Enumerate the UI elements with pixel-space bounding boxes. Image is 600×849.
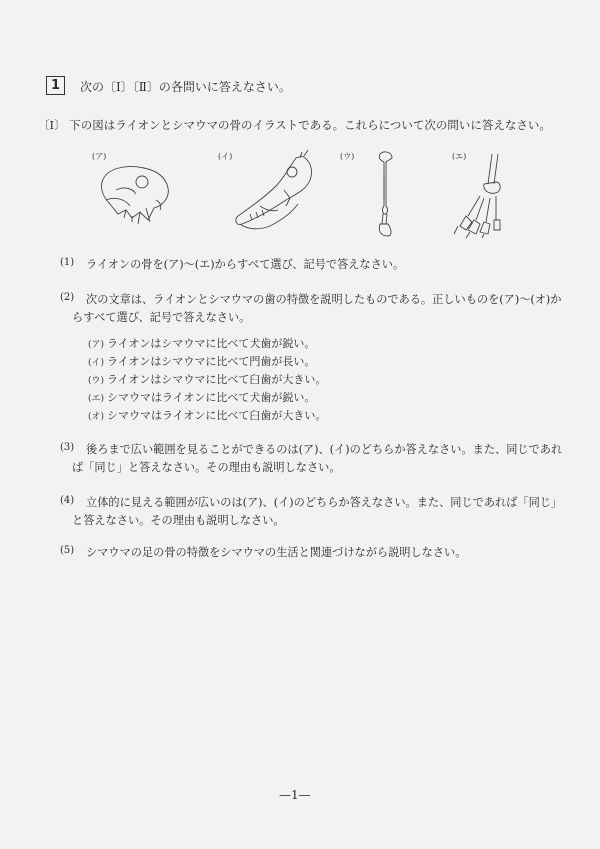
q5-number: (5) xyxy=(60,545,75,556)
q1-text: ライオンの骨を(ア)～(エ)からすべて選び、記号で答えなさい。 xyxy=(86,258,405,271)
lion-paw-bone-icon xyxy=(448,150,508,240)
q2-option-e-mark: (オ) xyxy=(88,412,105,422)
q2-line2: らすべて選び、記号で答えなさい。 xyxy=(72,311,251,324)
question-number-box: 1 xyxy=(46,76,65,95)
q2-option-b-mark: (イ) xyxy=(88,358,105,368)
figure-label-b: (イ) xyxy=(218,152,233,161)
q2-number: (2) xyxy=(60,292,75,303)
q2-option-d-mark: (エ) xyxy=(88,394,105,404)
q2-line1: 次の文章は、ライオンとシマウマの歯の特徴を説明したものである。正しいものを(ア)～(オ)か xyxy=(86,293,562,306)
q2-option-d-text: シマウマはライオンに比べて犬歯が鋭い。 xyxy=(107,391,316,404)
lion-skull-icon xyxy=(96,160,176,230)
q4-line1: 立体的に見える範囲が広いのは(ア)、(イ)のどちらか答えなさい。また、同じであれば「同じ」 xyxy=(86,496,563,509)
figure-label-c: (ウ) xyxy=(340,152,355,161)
q4-line2: と答えなさい。その理由も説明しなさい。 xyxy=(72,514,285,527)
part1-intro: 〔Ⅰ〕 下の図はライオンとシマウマの骨のイラストである。これらについて次の問いに答えなさい。 xyxy=(38,118,551,132)
figure-label-d: (エ) xyxy=(452,152,467,161)
q2-option-b-text: ライオンはシマウマに比べて門歯が長い。 xyxy=(107,355,316,368)
q3-line1: 後ろまで広い範囲を見ることができるのは(ア)、(イ)のどちらか答えなさい。また、同じであれ xyxy=(86,443,563,456)
q2-option-c-mark: (ウ) xyxy=(88,376,105,386)
q2-option-a-text: ライオンはシマウマに比べて犬歯が鋭い。 xyxy=(107,337,316,350)
question-title: 次の〔Ⅰ〕〔Ⅱ〕の各問いに答えなさい。 xyxy=(80,80,291,94)
page-number: —1— xyxy=(279,788,311,802)
zebra-skull-icon xyxy=(230,150,320,240)
q2-option-c-text: ライオンはシマウマに比べて臼歯が大きい。 xyxy=(107,373,327,386)
q2-option-a-mark: (ア) xyxy=(88,340,105,350)
figure-label-a: (ア) xyxy=(92,152,107,161)
q4-number: (4) xyxy=(60,495,75,506)
zebra-leg-bone-icon xyxy=(370,150,400,240)
q5-text: シマウマの足の骨の特徴をシマウマの生活と関連づけながら説明しなさい。 xyxy=(86,546,467,559)
q2-option-e-text: シマウマはライオンに比べて臼歯が大きい。 xyxy=(107,409,327,422)
q3-line2: ば「同じ」と答えなさい。その理由も説明しなさい。 xyxy=(72,461,341,474)
q3-number: (3) xyxy=(60,442,75,453)
q1-number: (1) xyxy=(60,257,75,268)
